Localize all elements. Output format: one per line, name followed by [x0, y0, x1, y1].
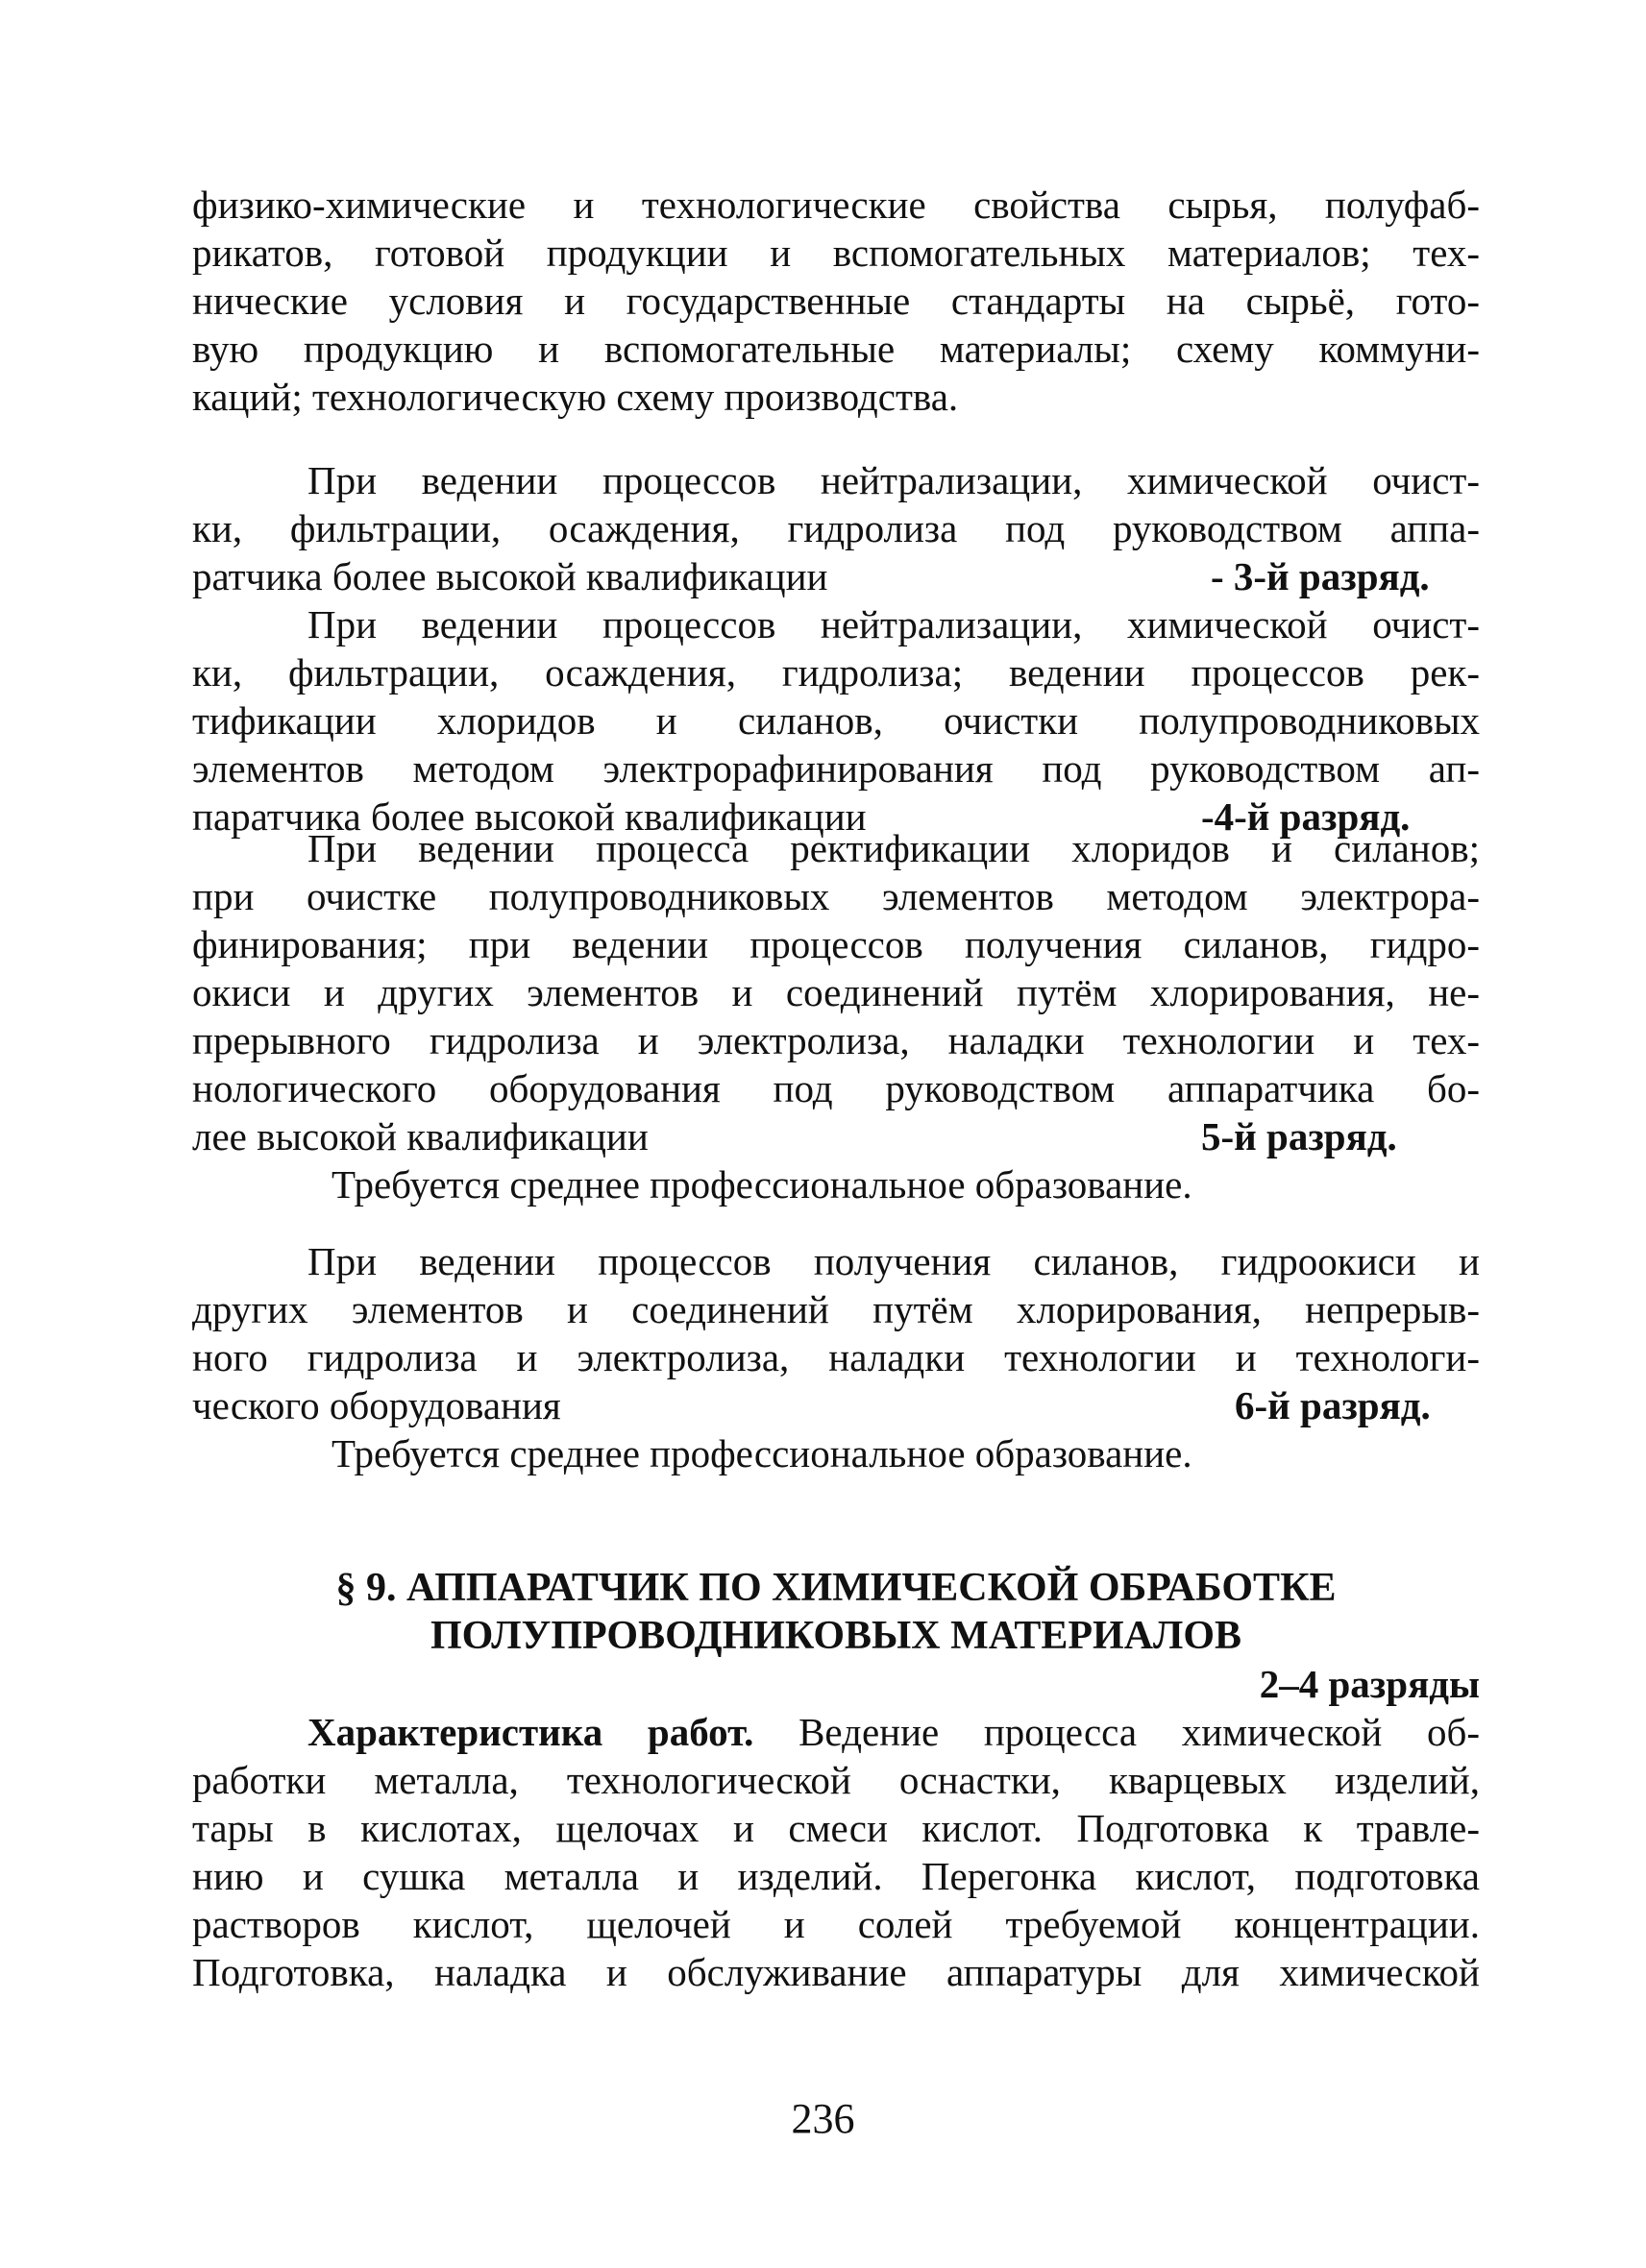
text-line: паратчика более высокой квалификации [192, 794, 867, 839]
text-line: лее высокой квалификации [192, 1114, 649, 1158]
text-line: ного гидролиза и электролиза, наладки технологии и технологи- [192, 1335, 1480, 1379]
paragraph-work-characteristics [192, 1708, 1480, 1996]
text-line: рикатов, готовой продукции и вспомогательных материалов; тех- [192, 231, 1480, 275]
text-line: физико-химические и технологические свойства сырья, полуфаб- [192, 183, 1480, 227]
text-line: При ведении процесса ректификации хлоридов и силанов; [307, 826, 1480, 870]
text-line: работки металла, технологической оснастки, кварцевых изделий, [192, 1758, 1480, 1802]
text-line: элементов методом электрорафинирования под руководством ап- [192, 746, 1480, 791]
text-line-with-grade [192, 1112, 1480, 1160]
text-line: При ведении процессов нейтрализации, химической очист- [307, 602, 1480, 646]
paragraph-grade-6 [192, 1237, 1480, 1477]
text-line: нологического оборудования под руководством аппаратчика бо- [192, 1066, 1480, 1110]
text-line: нию и сушка металла и изделий. Перегонка кислот, подготовка [192, 1854, 1480, 1898]
text-line: нические условия и государственные стандарты на сырьё, гото- [192, 279, 1480, 323]
section-grades-range: 2–4 разряды [1259, 1662, 1480, 1706]
requirement-note: Требуется среднее профессиональное образование. [332, 1431, 1192, 1475]
text-line: финирования; при ведении процессов получения силанов, гидро- [192, 922, 1480, 966]
text-line: прерывного гидролиза и электролиза, наладки технологии и тех- [192, 1018, 1480, 1062]
text-line: других элементов и соединений путём хлорирования, непрерыв- [192, 1287, 1480, 1331]
text-line: окиси и других элементов и соединений путём хлорирования, не- [192, 970, 1480, 1014]
text-line: вую продукцию и вспомогательные материалы; схему коммуни- [192, 327, 1480, 371]
paragraph-knowledge [192, 181, 1480, 421]
text-line: ки, фильтрации, осаждения, гидролиза; ведении процессов рек- [192, 650, 1480, 695]
text-line: тары в кислотах, щелочах и смеси кислот. Подготовка к травле- [192, 1806, 1480, 1850]
text-line: растворов кислот, щелочей и солей требуемой концентрации. [192, 1902, 1480, 1946]
characteristics-label: Характеристика работ. [307, 1710, 754, 1754]
paragraph-grade-5 [192, 824, 1480, 1208]
grade-label: - 3-й разряд. [1211, 554, 1430, 598]
text-line [192, 1708, 1480, 1756]
grade-label: 5-й разряд. [1201, 1114, 1397, 1158]
characteristics-text: Ведение процесса химической об- [798, 1710, 1480, 1754]
text-line: Подготовка, наладка и обслуживание аппаратуры для химической [192, 1950, 1480, 1994]
grade-label: 6-й разряд. [1235, 1383, 1431, 1427]
text-line: При ведении процессов нейтрализации, химической очист- [307, 458, 1480, 502]
paragraph-grade-3 [192, 456, 1480, 600]
text-line: ратчика более высокой квалификации [192, 554, 828, 598]
text-line-with-grade [192, 1381, 1480, 1429]
section-heading-line1: § 9. АППАРАТЧИК ПО ХИМИЧЕСКОЙ ОБРАБОТКЕ [335, 1566, 1337, 1610]
grade-label: -4-й разряд. [1201, 794, 1411, 839]
page-number: 236 [791, 2095, 855, 2142]
paragraph-grade-4 [192, 600, 1480, 841]
text-line: каций; технологическую схему производства. [192, 375, 959, 419]
requirement-note: Требуется среднее профессиональное образование. [332, 1162, 1192, 1207]
section-heading-line2: ПОЛУПРОВОДНИКОВЫХ МАТЕРИАЛОВ [430, 1614, 1242, 1658]
text-line: При ведении процессов получения силанов, гидроокиси и [307, 1239, 1480, 1283]
text-line: при очистке полупроводниковых элементов методом электрора- [192, 874, 1480, 918]
text-line-with-grade [192, 552, 1480, 600]
text-line: ческого оборудования [192, 1383, 561, 1427]
text-line: ки, фильтрации, осаждения, гидролиза под руководством аппа- [192, 506, 1480, 550]
text-line: тификации хлоридов и силанов, очистки полупроводниковых [192, 698, 1480, 743]
